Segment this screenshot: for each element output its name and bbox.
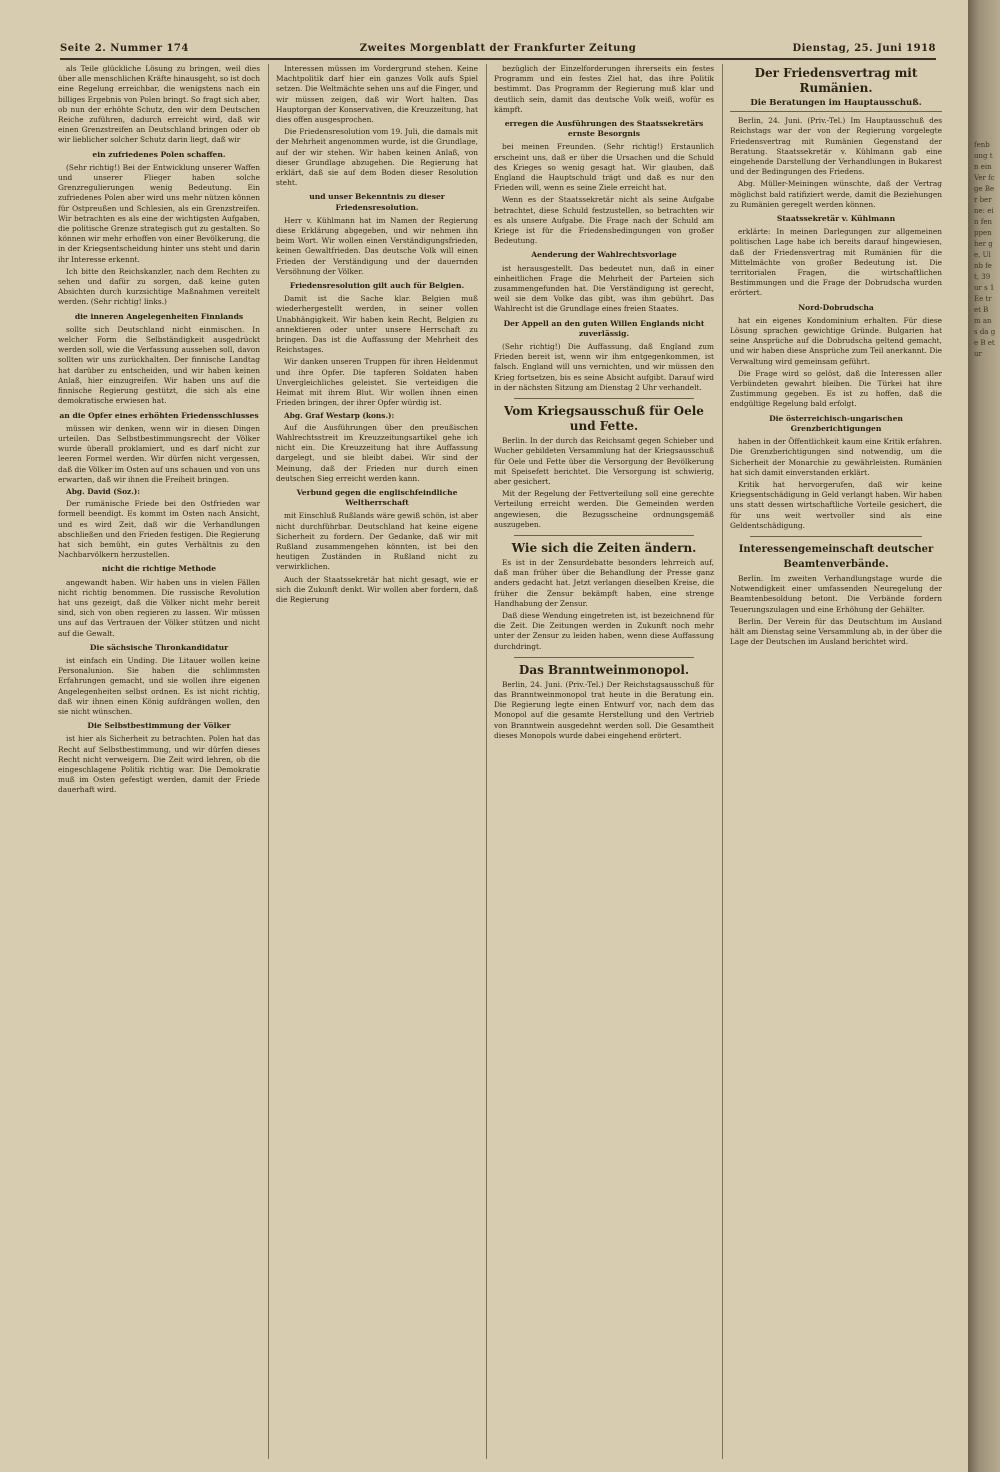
paragraph: Auch der Staatssekretär hat nicht gesagt, wie er sich die Zukunft denkt. Wir wollen aber fordern, daß die Regierung xyxy=(276,574,478,604)
page-number: Seite 2. Nummer 174 xyxy=(60,43,189,54)
paragraph: ist hier als Sicherheit zu betrachten. Polen hat das Recht auf Selbstbestimmung, und wir dürfen dieses Recht nicht verweigern. Die Zeit wird lehren, ob die eingeschlagene Politik richtig war. Die Demokratie muß im Osten gefestigt werden, damit der Friede dauerhaft wird. xyxy=(58,734,260,795)
paragraph: Damit ist die Sache klar. Belgien muß wiederhergestellt werden, in seiner vollen Unabhängigkeit. Wir haben kein Recht, Belgien zu annektieren oder unter unsere Herrschaft zu bringen. Das ist die Auffassung der Mehrheit des Reichstages. xyxy=(276,294,478,355)
subheading: und unser Bekenntnis zu dieser Friedensresolution. xyxy=(309,192,445,212)
column-1 xyxy=(58,64,260,1459)
newspaper-title: Zweites Morgenblatt der Frankfurter Zeitung xyxy=(359,43,637,54)
paragraph: Berlin. Im zweiten Verhandlungstage wurde die Notwendigkeit einer umfassenden Neuregelung der Beamtenbesoldung betont. Die Verbände fordern Teuerungszulagen und eine Erhöhung der Gehälter. xyxy=(730,573,942,614)
paragraph: ist herausgestellt. Das bedeutet nun, daß in einer einheitlichen Frage die Mehrheit der Parteien sich zusammengefunden hat. Die Verständigung ist gerecht, weil sie dem Volke das gibt, was ihm gebührt. Das Wahlrecht ist die Grundlage eines freien Staates. xyxy=(494,263,714,314)
paragraph: Berlin. Der Verein für das Deutschtum im Ausland hält am Dienstag seine Versammlung ab, in der über die Lage der Deutschen im Ausland berichtet wird. xyxy=(730,616,942,647)
divider xyxy=(750,536,922,537)
paragraph: mit Einschluß Rußlands wäre gewiß schön, ist aber nicht durchführbar. Deutschland hat keine eigene Sicherheit zu fordern. Der Gedanke, daß wir mit Rußland zusammengehen könnten, ist bei den heutigen Zuständen in Rußland nicht zu verwirklichen. xyxy=(276,511,478,572)
subheading: ein zufriedenes Polen schaffen. xyxy=(92,149,226,159)
paragraph: sollte sich Deutschland nicht einmischen. In welcher Form die Selbständigkeit ausgedrückt werden soll, wie die Verfassung aussehen soll, davon sollten wir uns zurückhalten. Der finnische Landtag hat darüber zu entscheiden, und wir haben keinen Anlaß, hier einzugreifen. Wir haben uns auf die finnische Regierung gestützt, die sich als eine demokratische erwiesen hat. xyxy=(58,324,260,406)
paragraph: Berlin. In der durch das Reichsamt gegen Schieber und Wucher gebildeten Versammlung hat der Kriegsausschuß für Oele und Fette über die Versorgung der Bevölkerung mit Speisefett berichtet. Die Versorgung ist schwierig, aber gesichert. xyxy=(494,436,714,486)
paragraph: Interessen müssen im Vordergrund stehen. Keine Machtpolitik darf hier ein ganzes Volk aufs Spiel setzen. Die Weltmächte sehen uns auf die Finger, und wir müssen zeigen, daß wir Wort halten. Das Hauptorgan der Konservativen, die Kreuzzeitung, hat dies offen ausgesprochen. xyxy=(276,64,478,125)
subheading: Der Appell an den guten Willen Englands nicht zuverlässig. xyxy=(503,318,705,338)
paragraph: bezüglich der Einzelforderungen ihrerseits ein festes Programm und ein festes Ziel hat, das ihre Politik bestimmt. Das Programm der Regierung muß klar und deutlich sein, damit das deutsche Volk weiß, wofür es kämpft. xyxy=(494,64,714,114)
subheading: Friedensresolution gilt auch für Belgien. xyxy=(289,281,465,291)
subheading: an die Opfer eines erhöhten Friedensschlusses xyxy=(59,410,259,420)
paragraph: Die Frage wird so gelöst, daß die Interessen aller Verbündeten gewahrt bleiben. Die Türkei hat ihre Zustimmung gegeben. Es ist zu hoffen, daß die endgültige Regelung bald erfolgt. xyxy=(730,368,942,409)
subheading: Die österreichisch-ungarischen Grenzberichtigungen xyxy=(769,413,903,433)
divider xyxy=(514,535,694,536)
subheading: Verbund gegen die englischfeindliche Weltherrschaft xyxy=(296,487,458,508)
paragraph: Berlin, 24. Juni. (Priv.-Tel.) Im Hauptausschuß des Reichstags war der von der Regierung vorgelegte Friedensvertrag mit Rumänien Gegenstand der Beratung. Staatssekretär v. Kühlmann gab eine eingehende Darstellung der Verhandlungen in Bukarest und der Bedingungen des Friedens. xyxy=(730,116,942,177)
paragraph: haben in der Öffentlichkeit kaum eine Kritik erfahren. Die Grenzberichtigungen sind notwendig, um die Sicherheit der Monarchie zu gewährleisten. Rumänien hat sich damit einverstanden erklärt. xyxy=(730,437,942,477)
column-rule xyxy=(268,64,269,1459)
column-4 xyxy=(730,64,942,1459)
paragraph: erklärte: In meinen Darlegungen zur allgemeinen politischen Lage habe ich bereits darauf hingewiesen, daß der Friedensvertrag mit Rumänien für die Mittelmächte von großer Bedeutung ist. Die territorialen Fragen, die wirtschaftlichen Bestimmungen und die Frage der Dobrudscha wurden erörtert. xyxy=(730,227,942,298)
next-page-edge-text: fenb ung tn ein Ver fcge Ber ber ne: ein fen ppen her ge, Ul nb fe t, 39 ur s 1 Ee tr et B m an s da ge B et ur xyxy=(974,141,996,358)
article-headline: Der Friedensvertrag mit Rumänien. xyxy=(754,66,918,95)
paragraph: Herr v. Kühlmann hat im Namen der Regierung diese Erklärung abgegeben, und wir nehmen ihn beim Wort. Wir wollen einen Verständigungsfrieden, keinen Gewaltfrieden. Das deutsche Volk will einen Frieden der Verständigung und der dauernden Versöhnung der Völker. xyxy=(276,215,478,276)
paragraph: angewandt haben. Wir haben uns in vielen Fällen nicht richtig benommen. Die russische Revolution hat uns gezeigt, daß die Völker nicht mehr bereit sind, sich von oben regieren zu lassen. Wir müssen uns auf das Vertrauen der Völker stützen und nicht auf die Gewalt. xyxy=(58,577,260,638)
paragraph: als Teile glückliche Lösung zu bringen, weil dies über alle menschlichen Kräfte hinausgeht, so ist doch eine Regelung erreichbar, die wenigstens nach ein billiges Ergebnis von Polen bringt. So fragt sich aber, ob nun der erhöhte Schutz, den wir dem Deutschen Reiche zuführen, dadurch erreicht wird, daß wir einen Grenzstreifen an Deutschland bringen oder ob wir lieblicher solcher Schutz darin liegt, daß wir xyxy=(58,64,260,145)
paragraph: müssen wir denken, wenn wir in diesen Dingen urteilen. Das Selbstbestimmungsrecht der Völker wurde überall proklamiert, und es darf nicht zur leeren Formel werden. Wir dürfen nicht vergessen, daß die Völker im Osten auf uns schauen und von uns erwarten, daß wir ihnen die Freiheit bringen. xyxy=(58,423,260,484)
divider xyxy=(514,398,694,399)
paragraph: Die Friedensresolution vom 19. Juli, die damals mit der Mehrheit angenommen wurde, ist die Grundlage, auf der wir stehen. Wir haben keinen Anlaß, von dieser Grundlage abzugehen. Die Regierung hat erklärt, daß sie auf dem Boden dieser Resolution steht. xyxy=(276,127,478,188)
paragraph: Mit der Regelung der Fettverteilung soll eine gerechte Verteilung erreicht werden. Die Gemeinden werden angewiesen, die Bezugsscheine ordnungsgemäß auszugeben. xyxy=(494,489,714,529)
paragraph: Wir danken unseren Truppen für ihren Heldenmut und ihre Opfer. Die tapferen Soldaten haben Unvergleichliches geleistet. Sie verteidigen die Heimat mit ihrem Blut. Wir wollen ihnen einen Frieden bringen, der ihrer Opfer würdig ist. xyxy=(276,357,478,408)
article-headline: Wie sich die Zeiten ändern. xyxy=(511,540,697,555)
issue-date: Dienstag, 25. Juni 1918 xyxy=(792,43,936,54)
column-2 xyxy=(276,64,478,1459)
paragraph: Berlin, 24. Juni. (Priv.-Tel.) Der Reichstagsausschuß für das Branntweinmonopol trat heute in die Beratung ein. Die Regierung legte einen Entwurf vor, nach dem das Monopol auf die gesamte Herstellung und den Vertrieb von Branntwein ausgedehnt werden soll. Die Gesamtheit dieses Monopols wurde dabei eingehend erörtert. xyxy=(494,679,714,740)
paragraph: (Sehr richtig!) Bei der Entwicklung unserer Waffen und unserer Flieger haben solche Grenzregulierungen wenig Bedeutung. Ein zufriedenes Polen aber wird uns mehr nützen können für Ostpreußen und Schlesien, als ein Grenzstreifen. Wir betrachten es als eine der wichtigsten Aufgaben, die politische Grenze strategisch gut zu gestalten. So können wir mehr erhoffen von einer Bevölkerung, die in der Kriegsentscheidung hinter uns steht und darin ihr Interesse erkennt. xyxy=(58,162,260,264)
paragraph: ist einfach ein Unding. Die Litauer wollen keine Personalunion. Sie haben die schlimmsten Erfahrungen gemacht, und sie wollen ihre eigenen Angelegenheiten selbst ordnen. Es ist nicht richtig, daß wir ihnen einen König aufdrängen wollen, den sie nicht wünschen. xyxy=(58,655,260,716)
article-headline: Das Branntweinmonopol. xyxy=(518,662,690,677)
article-subheadline: Die Beratungen im Hauptausschuß. xyxy=(730,98,942,112)
paragraph: (Sehr richtig!) Die Auffassung, daß England zum Frieden bereit ist, wenn wir ihm entgegenkommen, ist falsch. England will uns vernichten, und wir müssen den Krieg fortsetzen, bis es seine Absicht aufgibt. Darauf wird in der nächsten Sitzung am Dienstag 2 Uhr verhandelt. xyxy=(494,342,714,392)
paragraph: Ich bitte den Reichskanzler, nach dem Rechten zu sehen und dafür zu sorgen, daß keine guten Absichten durch kurzsichtige Maßnahmen vereitelt werden. (Sehr richtig! links.) xyxy=(58,266,260,307)
divider xyxy=(514,657,694,658)
speaker-label: Abg. Graf Westarp (kons.): xyxy=(284,410,395,420)
article-headline: Interessengemeinschaft deutscher Beamtenverbände. xyxy=(738,543,934,570)
subheading: Staatssekretär v. Kühlmann xyxy=(776,214,896,224)
paragraph: Daß diese Wendung eingetreten ist, ist bezeichnend für die Zeit. Die Zeitungen werden in Zukunft noch mehr unter der Zensur zu leiden haben, wenn diese Auffassung durchdringt. xyxy=(494,610,714,651)
subheading: Nord-Dobrudscha xyxy=(798,302,874,312)
article-headline: Vom Kriegsausschuß für Oele und Fette. xyxy=(504,404,704,434)
speaker-label: Abg. David (Soz.): xyxy=(66,486,141,496)
subheading: Die Selbstbestimmung der Völker xyxy=(87,721,231,731)
paragraph: bei meinen Freunden. (Sehr richtig!) Erstaunlich erscheint uns, daß er über die Ursachen und die Schuld des Krieges so wenig gesagt hat. Wir glauben, daß England die Hauptschuld trägt und daß es nur den Frieden will, wenn es seine Ziele erreicht hat. xyxy=(494,142,714,193)
paragraph: hat ein eigenes Kondominium erhalten. Für diese Lösung sprachen gewichtige Gründe. Bulgarien hat seine Ansprüche auf die Dobrudscha geltend gemacht, und wir haben diese Ansprüche zum Teil anerkannt. Die Verwaltung wird gemeinsam geführt. xyxy=(730,315,942,366)
subheading: erregen die Ausführungen des Staatssekretärs ernste Besorgnis xyxy=(504,119,704,139)
paragraph: Es ist in der Zensurdebatte besonders lehrreich auf, daß man früher über die Behandlung der Presse ganz anders gedacht hat. Jetzt verlangen dieselben Kreise, die früher die Zensur bekämpft haben, eine strenge Handhabung der Zensur. xyxy=(494,557,714,608)
paragraph: Der rumänische Friede bei den Ostfrieden war formell beendigt. Es kommt im Osten nach Ansicht, und es wird Zeit, daß wir die Verhandlungen abschließen und den Frieden festigen. Die Regierung hat sich bemüht, ein gutes Verhältnis zu den Nachbarvölkern herzustellen. xyxy=(58,499,260,560)
paragraph: Auf die Ausführungen über den preußischen Wahlrechtsstreit im Kreuzzeitungsartikel gehe ich nicht ein. Die Kreuzzeitung hat ihre Auffassung dargelegt, und sie bleibt dabei. Wir sind der Meinung, daß der Frieden nur durch einen deutschen Sieg erreicht werden kann. xyxy=(276,422,478,483)
subheading: Aenderung der Wahlrechtsvorlage xyxy=(531,250,677,260)
masthead xyxy=(60,40,936,60)
column-rule xyxy=(486,64,487,1459)
paragraph: Kritik hat hervorgerufen, daß wir keine Kriegsentschädigung in Geld verlangt haben. Wir haben uns statt dessen wirtschaftliche Vorteile gesichert, die für uns weit wertvoller sind als eine Geldentschädigung. xyxy=(730,479,942,530)
subheading: die inneren Angelegenheiten Finnlands xyxy=(74,311,244,321)
paragraph: Abg. Müller-Meiningen wünschte, daß der Vertrag möglichst bald ratifiziert werde, damit die Beziehungen zu Rumänien geregelt werden können. xyxy=(730,179,942,209)
column-3 xyxy=(494,64,714,1459)
paragraph: Wenn es der Staatssekretär nicht als seine Aufgabe betrachtet, diese Schuld festzustellen, so betrachten wir es als unsere Aufgabe. Die Frage nach der Schuld am Kriege ist für die Friedensbedingungen von großer Bedeutung. xyxy=(494,195,714,246)
subheading: nicht die richtige Methode xyxy=(101,564,217,574)
subheading: Die sächsische Thronkandidatur xyxy=(89,642,229,652)
column-rule xyxy=(722,64,723,1459)
